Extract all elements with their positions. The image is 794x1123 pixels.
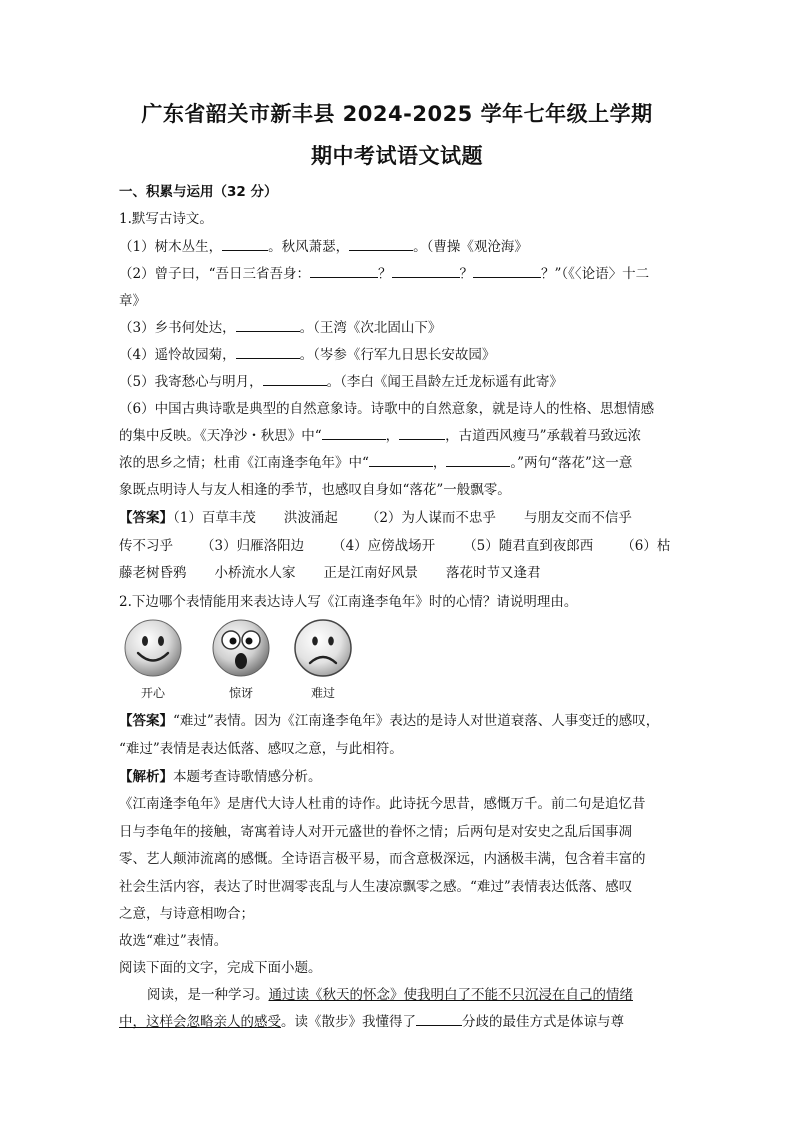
question-1-part-2 [119,262,679,282]
section-heading: 一、积累与运用（32 分） [119,184,278,200]
answer-blank[interactable] [349,236,413,251]
analysis-line: 零、艺人颠沛流离的感慨。全诗语言极平易，而含意极深远，内涵极丰满，包含着丰富的 [119,851,646,867]
text-segment: （2）曾子曰，“吾日三省吾身： [119,266,310,282]
page-title: 广东省韶关市新丰县 2024-2025 学年七年级上学期 [141,102,653,126]
surprised-face-icon [211,618,271,678]
reading-intro: 阅读下面的文字，完成下面小题。 [119,960,322,976]
answer-blank[interactable] [446,452,510,467]
answer-blank[interactable] [399,425,445,440]
reading-passage-line2 [119,1010,679,1030]
question-1-stem: 1.默写古诗文。 [119,211,213,227]
text-segment: 。读《散步》我懂得了 [281,1014,416,1030]
emoji-label: 开心 [140,686,165,700]
answer-item: （5）随君直到夜郎西 [463,538,594,554]
emoji-label: 难过 [310,686,335,700]
emoji-label: 惊讶 [228,686,253,700]
text-segment: ， [385,428,400,444]
emoji-option-sad[interactable] [292,618,354,701]
text-segment: ，古道西风瘦马”承载着马致远浓 [445,428,642,444]
page-subtitle: 期中考试语文试题 [311,144,483,168]
analysis-line: 日与李龟年的接触，寄寓着诗人对开元盛世的眷怀之情；后两句是对安史之乱后国事凋 [119,824,632,840]
text-segment: 。（岑参《行军九日思长安故园》 [299,347,496,363]
sad-face-icon [293,618,353,678]
text-segment: 浓的思乡之情；杜甫《江南逢李龟年》中“ [119,455,369,471]
answer-item: 小桥流水人家 [214,565,296,581]
answer-item: （1）百草丰茂 [173,510,256,526]
text-segment: ？ [459,266,473,282]
answer-blank[interactable] [310,263,378,278]
question-1-answer-line3 [119,561,679,581]
answer-blank[interactable] [263,371,327,386]
answer-label: 【答案】 [119,510,173,526]
answer-blank[interactable] [369,452,433,467]
text-segment: 。秋风萧瑟， [268,239,350,255]
question-1-part-5 [119,370,679,390]
question-1-part-2-cont: 章》 [119,293,146,309]
analysis-line: 之意，与诗意相吻合； [119,906,254,922]
answer-item: （6）枯 [621,538,671,554]
text-segment: （3）乡书何处达， [119,320,236,336]
text-segment: 。（王湾《次北固山下》 [299,320,442,336]
question-2-answer-line1 [119,709,679,729]
answer-item: 传不习乎 [119,538,173,554]
text-segment: 分歧的最佳方式是体谅与尊 [462,1014,624,1030]
answer-item: 与朋友交而不信乎 [523,510,632,526]
analysis-line: 社会生活内容，表达了时世凋零丧乱与人生凄凉飘零之感。“难过”表情表达低落、感叹 [119,879,633,895]
question-2-answer-line2: “难过”表情是表达低落、感叹之意，与此相符。 [119,741,403,757]
text-segment: （5）我寄愁心与明月， [119,374,263,390]
answer-text: “难过”表情。因为《江南逢李龟年》表达的是诗人对世道衰落、人事变迁的感叹， [173,713,660,729]
text-segment: ？”（《〈论语〉十二 [541,266,650,282]
answer-blank[interactable] [473,263,541,278]
answer-item: （2）为人谋而不忠乎 [365,510,496,526]
answer-blank[interactable] [222,236,268,251]
question-1-answer-line2 [119,534,679,554]
text-segment: ？ [378,266,392,282]
answer-blank[interactable] [392,263,460,278]
answer-blank[interactable] [322,425,386,440]
answer-item: （4）应傍战场开 [332,538,436,554]
answer-item: 落花时节又逢君 [446,565,541,581]
question-1-part-6-line2 [119,424,679,444]
text-segment: 。（李白《闻王昌龄左迁龙标遥有此寄》 [326,374,563,390]
text-segment: （4）遥怜故园菊， [119,347,236,363]
analysis-text: 本题考查诗歌情感分析。 [173,769,322,785]
smile-face-icon [123,618,183,678]
answer-item: 洪波涌起 [283,510,338,526]
reading-passage-line1 [147,983,707,1003]
text-segment: 。”两句“落花”这一意 [510,455,633,471]
analysis-label: 【解析】 [119,769,173,785]
question-1-part-6-line1: （6）中国古典诗歌是典型的自然意象诗。诗歌中的自然意象，就是诗人的性格、思想情感 [119,401,655,417]
text-segment: 。（曹操《观沧海》 [413,239,528,255]
analysis-conclusion: 故选“难过”表情。 [119,933,228,949]
answer-blank[interactable] [236,344,300,359]
emoji-option-happy[interactable] [122,618,184,701]
question-2-analysis-head [119,765,679,785]
answer-blank[interactable] [236,317,300,332]
underlined-sentence: 中，这样会忽略亲人的感受 [119,1014,281,1030]
question-1-part-6-line4: 象既点明诗人与友人相逢的季节，也感叹自身如“落花”一般飘零。 [119,482,511,498]
emoji-option-surprised[interactable] [210,618,272,701]
question-1-part-6-line3 [119,451,679,471]
question-1-part-4 [119,343,679,363]
underlined-sentence: 通过读《秋天的怀念》使我明白了不能不只沉浸在自己的情绪 [268,987,633,1003]
answer-item: 藤老树昏鸦 [119,565,187,581]
text-segment: （1）树木丛生， [119,239,223,255]
emoji-options [122,618,362,702]
question-1-part-1 [119,235,679,255]
answer-label: 【答案】 [119,713,173,729]
answer-blank[interactable] [416,1011,462,1026]
question-1-part-3 [119,316,679,336]
question-1-answer-line1 [119,506,679,526]
answer-item: （3）归雁洛阳边 [201,538,305,554]
analysis-line: 《江南逢李龟年》是唐代大诗人杜甫的诗作。此诗抚今思昔，感慨万千。前二句是追忆昔 [119,796,646,812]
text-segment: 阅读，是一种学习。 [147,987,269,1003]
text-segment: 的集中反映。《天净沙・秋思》中“ [119,428,322,444]
question-2-stem: 2.下边哪个表情能用来表达诗人写《江南逢李龟年》时的心情？请说明理由。 [119,594,578,610]
text-segment: ， [432,455,447,471]
answer-item: 正是江南好风景 [323,565,418,581]
